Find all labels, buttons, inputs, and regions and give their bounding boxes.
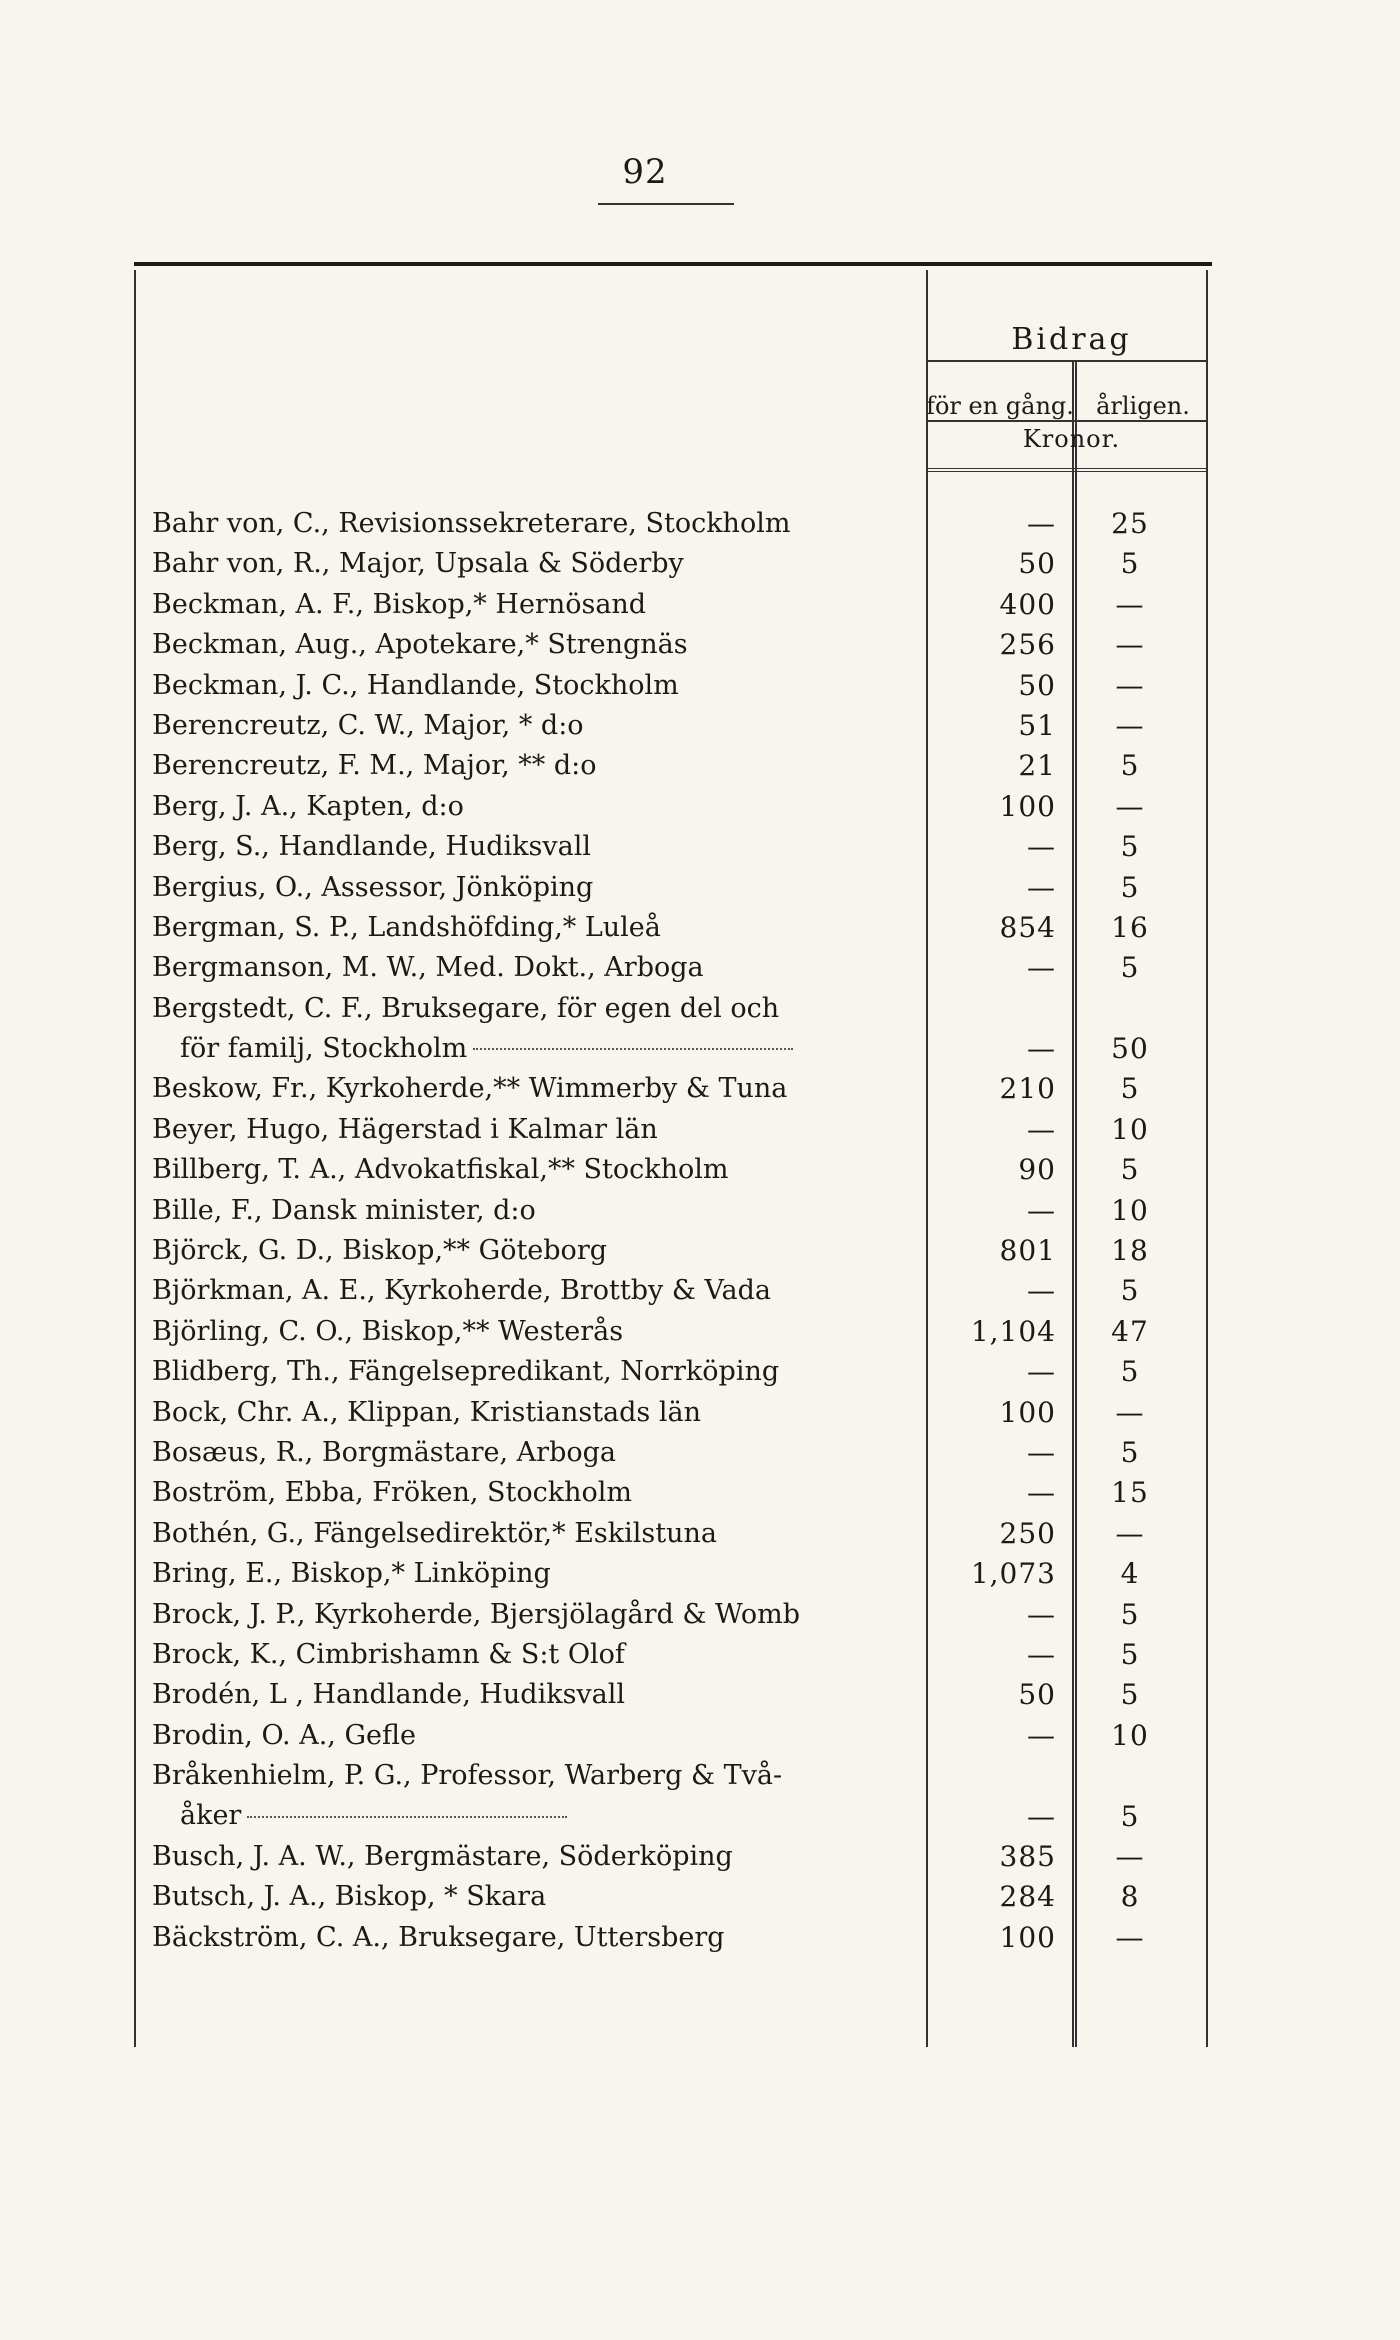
contributor-name [152,746,932,786]
amount-once: 50 [1018,547,1056,581]
amount-yearly: — [1115,708,1145,742]
amount-yearly: — [1115,587,1145,621]
contributor-name-line: Bäckström, C. A., Bruksegare, Uttersberg [152,1921,725,1953]
amount-yearly: 5 [1120,830,1140,864]
amount-yearly: 8 [1120,1880,1140,1914]
amount-yearly: 25 [1111,507,1149,540]
header-yearly: årligen. [1096,392,1190,420]
amount-yearly: 10 [1111,1112,1149,1146]
contributor-name [152,625,932,665]
table-row [134,1716,1212,1756]
table-row [134,1635,1212,1675]
amount-yearly: 5 [1120,1072,1140,1106]
contributor-name [152,1271,932,1311]
table-row [134,1150,1212,1190]
contributor-name [152,1150,932,1190]
table-row [134,1595,1212,1635]
contributor-name-line: Brodén, L , Handlande, Hudiksvall [152,1679,626,1711]
amount-once: — [1027,507,1056,540]
amount-once: 250 [999,1516,1056,1550]
leader-dots [473,1048,793,1050]
contributor-name-line: Bergstedt, C. F., Bruksegare, för egen del och [152,992,780,1024]
contributor-name-line: Bråkenhielm, P. G., Professor, Warberg & Två- [152,1760,783,1792]
amount-once: — [1027,1193,1056,1227]
table-row [134,1191,1212,1231]
contributor-name-line: Bille, F., Dansk minister, d:o [152,1194,536,1226]
amount-once: 210 [999,1072,1056,1106]
amount-once: 51 [1018,708,1056,742]
contributor-name-continuation: åker [180,1800,242,1832]
header-bidrag: Bidrag [1011,322,1132,357]
amount-yearly: 15 [1111,1476,1149,1510]
amount-once: — [1027,1436,1056,1469]
contributor-name-line: Beyer, Hugo, Hägerstad i Kalmar län [152,1113,658,1145]
amount-once: — [1027,1355,1056,1389]
amount-yearly: 5 [1120,1637,1140,1671]
contributor-name-line: Bahr von, C., Revisionssekreterare, Stockholm [152,508,791,539]
table-row [134,1918,1212,1958]
contributor-name-continuation: för familj, Stockholm [180,1032,468,1064]
contributor-name-line: Björck, G. D., Biskop,** Göteborg [152,1235,608,1267]
contributor-name [152,1110,932,1150]
table-row [134,706,1212,746]
table-row [134,1231,1212,1271]
contributor-name [152,1352,932,1392]
contributor-name-line: Bergmanson, M. W., Med. Dokt., Arboga [152,952,704,984]
contributor-name-line: Billberg, T. A., Advokatfiskal,** Stockholm [152,1154,729,1186]
table-row [134,1473,1212,1513]
amount-once: 90 [1018,1153,1056,1187]
header-rule-2 [926,420,1206,422]
table-row [134,868,1212,908]
contributor-name-line: Blidberg, Th., Fängelsepredikant, Norrköping [152,1356,780,1388]
contributor-name [152,1312,932,1352]
contributor-name-line: Bergman, S. P., Landshöfding,* Luleå [152,911,661,943]
amount-yearly: 47 [1111,1314,1149,1348]
amount-yearly: 5 [1120,1678,1140,1712]
table-row [134,666,1212,706]
table-row [134,1312,1212,1352]
amount-yearly: 10 [1111,1718,1149,1752]
amount-yearly: 18 [1111,1234,1149,1268]
amount-once: 1,073 [970,1557,1056,1591]
contributor-name [152,666,932,706]
contributor-name-line: Butsch, J. A., Biskop, * Skara [152,1881,547,1913]
contributor-name-line: Brock, K., Cimbrishamn & S:t Olof [152,1638,625,1670]
table-row [134,1554,1212,1594]
amount-once: 801 [999,1234,1056,1268]
contributor-name-line: Berg, S., Handlande, Hudiksvall [152,831,592,863]
amount-yearly: 5 [1120,1153,1140,1187]
table-top-rule [134,262,1212,266]
amount-yearly: — [1115,668,1145,702]
table-row [134,908,1212,948]
contributor-name [152,1231,932,1271]
contributor-name-line: Bothén, G., Fängelsedirektör,* Eskilstuna [152,1517,717,1549]
contributor-name [152,1069,932,1109]
amount-yearly: 5 [1120,547,1140,581]
contributor-name-line: Bahr von, R., Major, Upsala & Söderby [152,548,684,580]
contributor-name [152,585,932,625]
amount-once: 21 [1018,749,1056,783]
header-unit: Kronor. [1022,425,1121,453]
header-rule-3 [926,468,1206,472]
contributor-name [152,1191,932,1231]
table-row [134,1271,1212,1311]
contributor-name-line: Busch, J. A. W., Bergmästare, Söderköping [152,1840,733,1872]
contributor-name [152,1756,932,1836]
contributor-name-line: Bosæus, R., Borgmästare, Arboga [152,1437,616,1468]
contributor-name-line: Beskow, Fr., Kyrkoherde,** Wimmerby & Tuna [152,1073,788,1105]
table-row [134,1837,1212,1877]
table-body [134,504,1212,1958]
contributor-name-line: Björkman, A. E., Kyrkoherde, Brottby & Vada [152,1275,771,1307]
table-row [134,504,1212,544]
amount-yearly: 5 [1120,749,1140,783]
amount-yearly: 5 [1120,870,1140,904]
contributor-name [152,1393,932,1433]
table-row [134,1877,1212,1917]
amount-once: 100 [999,789,1056,823]
table-row [134,1675,1212,1715]
contributor-name-line: Bock, Chr. A., Klippan, Kristianstads län [152,1396,701,1428]
amount-yearly: 50 [1111,1032,1149,1066]
contributor-name-line: Beckman, A. F., Biskop,* Hernösand [152,588,647,620]
contributor-name [152,1473,932,1513]
amount-once: 100 [999,1395,1056,1429]
amount-once: 100 [999,1920,1056,1954]
table-row [134,1352,1212,1392]
contributor-name [152,989,932,1069]
table-row [134,948,1212,988]
contributor-name [152,1514,932,1554]
table-row [134,585,1212,625]
amount-yearly: 5 [1120,1799,1140,1833]
amount-yearly: 5 [1120,1436,1140,1469]
amount-once: 284 [999,1880,1056,1914]
contributor-name [152,1716,932,1756]
contributor-name-line: Berencreutz, C. W., Major, * d:o [152,709,584,741]
table-row [134,625,1212,665]
table-row [134,989,1212,1070]
amount-once: 256 [999,628,1056,662]
contributor-name [152,504,932,544]
contributor-name-line: Brodin, O. A., Gefle [152,1719,416,1751]
amount-once: 400 [999,587,1056,621]
table-row [134,787,1212,827]
table-row [134,544,1212,584]
contributor-name [152,1675,932,1715]
contributor-name-line: Beckman, Aug., Apotekare,* Strengnäs [152,629,688,661]
contributor-name-line: Bergius, O., Assessor, Jönköping [152,871,594,903]
amount-once: 50 [1018,668,1056,702]
table-row [134,1756,1212,1837]
amount-yearly: 5 [1120,1274,1140,1308]
page-number: 92 [622,152,668,192]
contributor-name-line: Bring, E., Biskop,* Linköping [152,1558,551,1590]
amount-yearly: 5 [1120,951,1140,985]
amount-once: — [1027,951,1056,985]
amount-once: 385 [999,1839,1056,1873]
amount-once: — [1027,1274,1056,1308]
amount-once: — [1027,1032,1056,1066]
amount-once: — [1027,1637,1056,1671]
amount-yearly: — [1115,1516,1145,1550]
amount-yearly: — [1115,1395,1145,1429]
contributor-name [152,787,932,827]
amount-once: — [1027,870,1056,904]
amount-yearly: 10 [1111,1193,1149,1227]
amount-yearly: — [1115,789,1145,823]
header-rule-1 [926,360,1206,362]
contributor-name [152,1918,932,1958]
amount-once: 854 [999,910,1056,944]
amount-once: — [1027,1112,1056,1146]
contributor-name [152,1433,932,1473]
table-row [134,1110,1212,1150]
table-row [134,827,1212,867]
amount-yearly: 16 [1111,910,1149,944]
contributor-name-line: Boström, Ebba, Fröken, Stockholm [152,1477,633,1509]
table-row [134,1514,1212,1554]
amount-once: — [1027,830,1056,864]
table-row [134,746,1212,786]
contributor-name [152,1595,932,1635]
amount-once: 1,104 [970,1314,1056,1348]
contributor-name [152,868,932,908]
leader-dots [247,1816,567,1818]
amount-once: — [1027,1799,1056,1833]
contributor-name-line: Beckman, J. C., Handlande, Stockholm [152,669,679,701]
contributor-name-line: Berg, J. A., Kapten, d:o [152,790,464,822]
amount-yearly: 5 [1120,1597,1140,1631]
amount-once: 50 [1018,1678,1056,1712]
contributor-name [152,827,932,867]
amount-once: — [1027,1718,1056,1752]
contributor-name [152,1635,932,1675]
amount-yearly: 4 [1120,1557,1140,1591]
page-number-rule [598,203,734,205]
amount-once: — [1027,1597,1056,1631]
contributor-name-line: Brock, J. P., Kyrkoherde, Bjersjölagård & Womb [152,1598,801,1630]
contributions-table [134,262,1212,2047]
amount-yearly: — [1115,1920,1145,1954]
contributor-name [152,544,932,584]
contributor-name-line: Berencreutz, F. M., Major, ** d:o [152,750,597,782]
contributor-name [152,1877,932,1917]
contributor-name [152,1554,932,1594]
contributor-name [152,1837,932,1877]
contributor-name [152,908,932,948]
table-row [134,1393,1212,1433]
amount-yearly: — [1115,628,1145,662]
amount-yearly: — [1115,1839,1145,1873]
contributor-name [152,948,932,988]
contributor-name-line: Björling, C. O., Biskop,** Westerås [152,1315,624,1347]
table-row [134,1433,1212,1473]
header-once: för en gång. [926,392,1074,420]
amount-yearly: 5 [1120,1355,1140,1389]
contributor-name [152,706,932,746]
table-row [134,1069,1212,1109]
amount-once: — [1027,1476,1056,1510]
